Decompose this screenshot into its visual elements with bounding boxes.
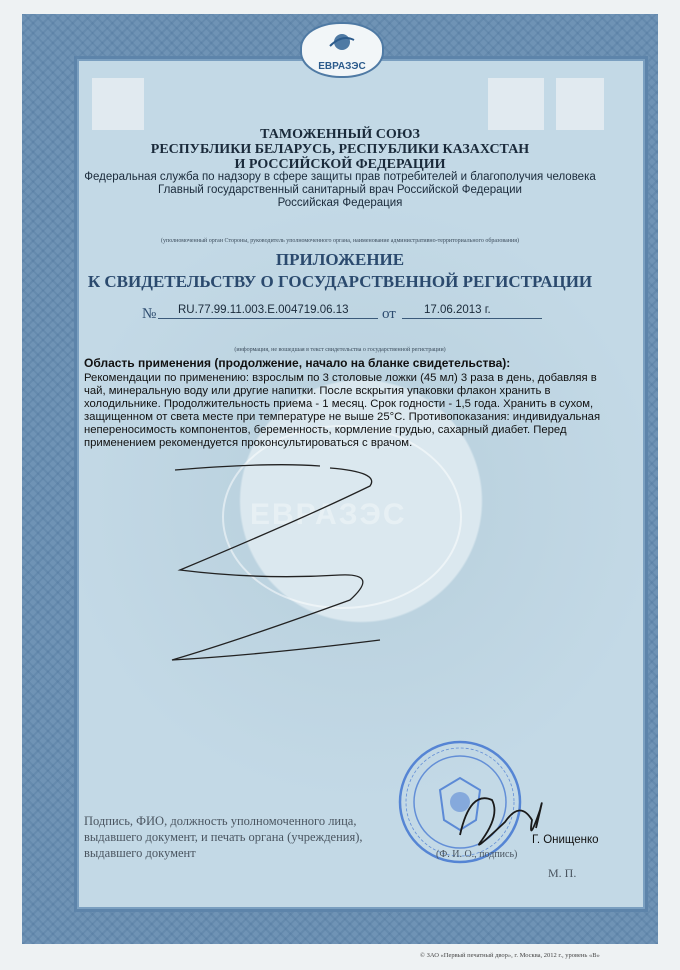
registration-caption: (информация, не вошедшая в текст свидетельства о государственной регистрации)	[234, 347, 446, 353]
authority-line3: Российская Федерация	[277, 197, 403, 209]
hologram-patch	[92, 78, 144, 130]
authority-caption: (уполномоченный орган Стороны, руководитель уполномоченного органа, наименование административно-территориального образования)	[161, 238, 519, 244]
date-underline	[402, 318, 542, 319]
hologram-patch	[556, 78, 604, 130]
eurasec-emblem	[300, 22, 384, 78]
registration-number-symbol: №	[142, 306, 157, 322]
union-title-line3: И РОССИЙСКОЙ ФЕДЕРАЦИИ	[234, 157, 446, 172]
union-title-line2: РЕСПУБЛИКИ БЕЛАРУСЬ, РЕСПУБЛИКИ КАЗАХСТАН	[150, 142, 530, 157]
date-prefix: от	[382, 306, 396, 322]
signature-label: Подпись, ФИО, должность уполномоченного лица, выдавшего документ, и печать органа (учреждения), выдавшего документ	[84, 814, 363, 860]
emblem-label: ЕВРАЗЭС	[318, 61, 366, 72]
signer-name: Г. Онищенко	[532, 834, 599, 846]
watermark-text: ЕВРАЗЭС	[250, 498, 407, 531]
registration-date: 17.06.2013 г.	[424, 304, 491, 316]
hologram-patch	[488, 78, 544, 130]
authority-line1: Федеральная служба по надзору в сфере защиты прав потребителей и благополучия человека	[84, 171, 596, 183]
official-seal-icon	[396, 738, 524, 866]
registration-number: RU.77.99.11.003.Е.004719.06.13	[178, 304, 349, 316]
application-text: Рекомендации по применению: взрослым по 3 столовые ложки (45 мл) 3 раза в день, добавляя в чай, минеральную воду или другие напитки. После вскрытия упаковки флакон хранить в холодильнике. Продолжительность приема - 1 месяц. Срок годности - 1,5 года. Хранить в сухом, защищенном от света месте при температуре не выше 25°С. Противопоказания: индивидуальная непереносимость компонентов, беременность, кормление грудью, сахарный диабет. Перед применением рекомендуется проконсультироваться с врачом.	[84, 372, 601, 449]
union-title-line1: ТАМОЖЕННЫЙ СОЮЗ	[260, 127, 420, 142]
document-title-line1: ПРИЛОЖЕНИЕ	[275, 250, 405, 269]
application-heading: Область применения (продолжение, начало на бланке свидетельства):	[84, 356, 511, 370]
eurasec-emblem-icon	[328, 32, 356, 54]
printer-footer: © ЗАО «Первый печатный двор», г. Москва, 2012 г., уровень «В»	[420, 952, 600, 959]
fio-caption: (Ф. И. О., подпись)	[436, 849, 518, 860]
stamp-place-mark: М. П.	[548, 866, 577, 880]
authority-line2: Главный государственный санитарный врач Российской Федерации	[158, 184, 522, 196]
number-underline	[158, 318, 378, 319]
document-title-line2: К СВИДЕТЕЛЬСТВУ О ГОСУДАРСТВЕННОЙ РЕГИСТРАЦИИ	[87, 272, 593, 291]
